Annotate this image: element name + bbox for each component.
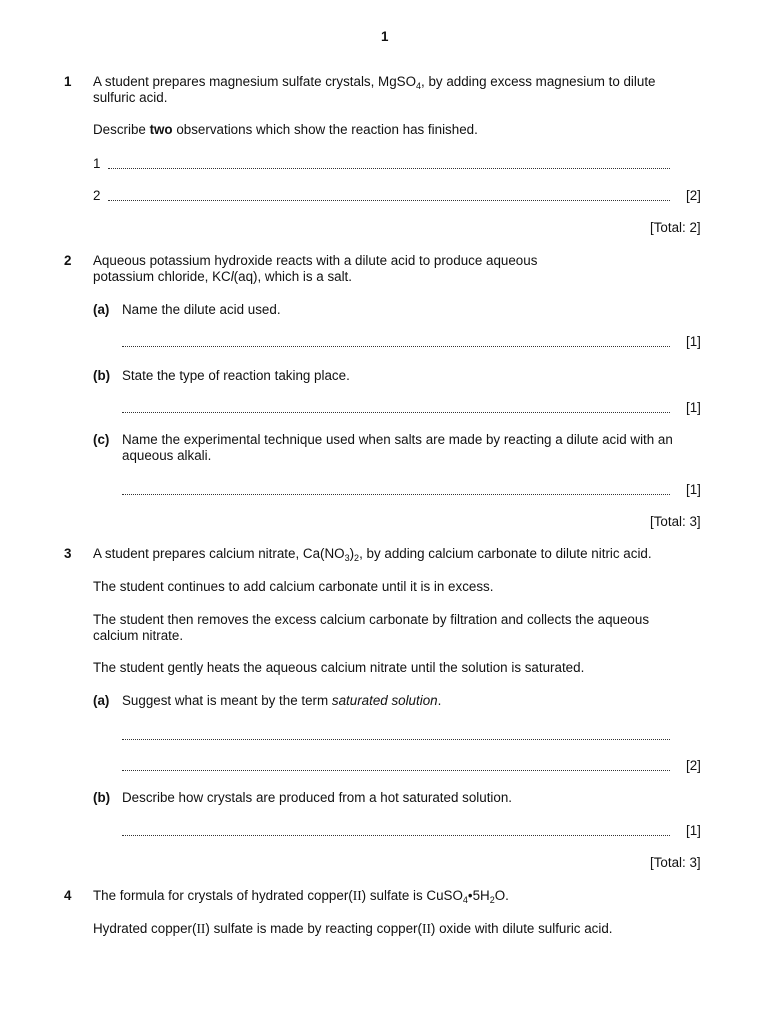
question-stem: A student prepares calcium nitrate, $Ca(NO_3)_2$, by adding calcium carbonate to dilute nitric acid. xyxy=(93,546,652,563)
question-stem: A student prepares magnesium sulfate crystals, MgSO$_4$, by adding excess magnesium to dilute xyxy=(93,74,656,91)
question-paragraph: The student gently heats the aqueous calcium nitrate until the solution is saturated. xyxy=(93,660,585,675)
mark-allocation: [2] xyxy=(686,188,701,203)
question-number: 2 xyxy=(64,253,72,268)
part-label-b: (b) xyxy=(93,790,111,805)
question-stem: The formula for crystals of hydrated copper(II) sulfate is $CuSO_4•5H_2O$. xyxy=(93,888,509,905)
question-stem: Aqueous potassium hydroxide reacts with a dilute acid to produce aqueous xyxy=(93,253,538,268)
part-label-b: (b) xyxy=(93,368,111,383)
question-number: 4 xyxy=(64,888,72,903)
question-total: [Total: 3] xyxy=(650,855,701,870)
part-b-text: State the type of reaction taking place. xyxy=(122,368,350,383)
question-instruction: Describe two observations which show the reaction has finished. xyxy=(93,122,478,137)
question-number: 3 xyxy=(64,546,72,561)
part-label-c: (c) xyxy=(93,432,110,447)
part-a-text: Name the dilute acid used. xyxy=(122,302,281,317)
answer-line[interactable] xyxy=(108,168,670,169)
answer-line[interactable] xyxy=(108,200,670,201)
question-paragraph-line-2: calcium nitrate. xyxy=(93,628,184,643)
mark-allocation: [1] xyxy=(686,334,701,349)
question-paragraph: The student then removes the excess calcium carbonate by filtration and collects the aqueous xyxy=(93,612,650,627)
mark-allocation: [1] xyxy=(686,482,701,497)
question-paragraph: The student continues to add calcium carbonate until it is in excess. xyxy=(93,579,494,594)
part-c-text-line-2: aqueous alkali. xyxy=(122,448,212,463)
part-label-a: (a) xyxy=(93,302,110,317)
answer-line[interactable] xyxy=(122,494,670,495)
question-total: [Total: 3] xyxy=(650,514,701,529)
mark-allocation: [1] xyxy=(686,400,701,415)
answer-line[interactable] xyxy=(122,739,670,740)
question-stem-line-2: sulfuric acid. xyxy=(93,90,168,105)
answer-line[interactable] xyxy=(122,346,670,347)
page-number: 1 xyxy=(381,29,389,44)
answer-line-number: 1 xyxy=(93,156,101,171)
mark-allocation: [2] xyxy=(686,758,701,773)
part-c-text: Name the experimental technique used when salts are made by reacting a dilute acid with an xyxy=(122,432,673,447)
answer-line[interactable] xyxy=(122,770,670,771)
answer-line[interactable] xyxy=(122,412,670,413)
question-total: [Total: 2] xyxy=(650,220,701,235)
question-stem-line-2: potassium chloride, KCl(aq), which is a salt. xyxy=(93,269,352,284)
answer-line[interactable] xyxy=(122,835,670,836)
part-a-text: Suggest what is meant by the term saturated solution. xyxy=(122,693,442,708)
question-number: 1 xyxy=(64,74,72,89)
mark-allocation: [1] xyxy=(686,823,701,838)
part-label-a: (a) xyxy=(93,693,110,708)
question-paragraph: Hydrated copper(II) sulfate is made by reacting copper(II) oxide with dilute sulfuric acid. xyxy=(93,921,613,936)
answer-line-number: 2 xyxy=(93,188,101,203)
part-b-text: Describe how crystals are produced from a hot saturated solution. xyxy=(122,790,513,805)
